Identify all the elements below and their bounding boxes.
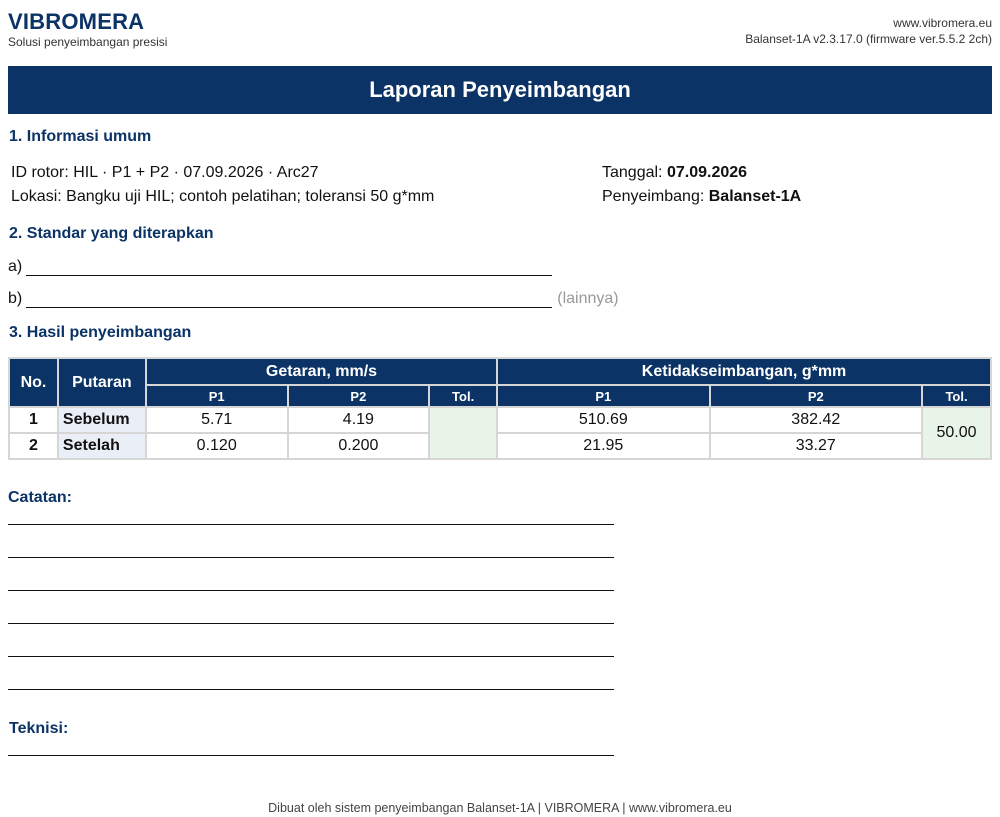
header-run: Putaran	[58, 358, 146, 407]
standard-a-line	[8, 258, 552, 276]
brand-block	[8, 9, 167, 50]
section-standards-heading: 2. Standar yang diterapkan	[9, 225, 214, 242]
technician-heading: Teknisi:	[9, 720, 69, 737]
header-unb-tol: Tol.	[922, 385, 991, 407]
rotor-id-value: HIL · P1 + P2 · 07.09.2026 · Arc27	[73, 164, 319, 181]
info-left	[11, 161, 434, 209]
vib-p2-value: 4.19	[288, 407, 430, 433]
balancer-line	[602, 185, 801, 209]
date-value: 07.09.2026	[666, 164, 748, 181]
notes-heading: Catatan:	[8, 489, 73, 506]
unb-p1-value: 510.69	[497, 407, 709, 433]
section-results-heading: 3. Hasil penyeimbangan	[9, 324, 192, 341]
note-line	[8, 656, 614, 657]
header-vib-p1: P1	[146, 385, 288, 407]
vib-p1-value: 0.120	[146, 433, 288, 459]
header-meta	[745, 15, 992, 47]
standard-b-label: b)	[8, 290, 23, 307]
note-line	[8, 590, 614, 591]
unb-p1-value: 21.95	[497, 433, 709, 459]
technician-signature-line	[8, 755, 614, 756]
header-no: No.	[9, 358, 58, 407]
header-unbalance: Ketidakseimbangan, g*mm	[497, 358, 991, 385]
rotor-id-line	[11, 161, 434, 185]
date-line	[602, 161, 801, 185]
header-vibration: Getaran, mm/s	[146, 358, 497, 385]
footer-text: Dibuat oleh sistem penyeimbangan Balanset-1A | VIBROMERA | www.vibromera.eu	[268, 801, 732, 815]
balancer-label: Penyeimbang:	[602, 188, 705, 205]
website-text: www.vibromera.eu	[893, 16, 992, 30]
date-label: Tanggal:	[602, 164, 663, 181]
row-run: Sebelum	[58, 407, 146, 433]
balancer-value: Balanset-1A	[708, 188, 802, 205]
header-vib-tol: Tol.	[429, 385, 497, 407]
unb-tol-value: 50.00	[922, 407, 991, 459]
note-line	[8, 524, 614, 525]
note-line	[8, 557, 614, 558]
unb-p2-value: 33.27	[710, 433, 922, 459]
brand-tagline: Solusi penyeimbangan presisi	[8, 35, 168, 49]
note-line	[8, 623, 614, 624]
table-row	[9, 433, 991, 459]
brand-name: VIBROMERA	[8, 9, 145, 34]
row-no: 1	[9, 407, 58, 433]
standard-a-label: a)	[8, 258, 23, 275]
header-unb-p1: P1	[497, 385, 709, 407]
standard-other-hint: (lainnya)	[557, 290, 619, 307]
rotor-id-label: ID rotor:	[11, 164, 69, 181]
location-line	[11, 185, 434, 209]
vib-p2-value: 0.200	[288, 433, 430, 459]
vib-tol-value	[429, 407, 497, 459]
standard-a-field	[26, 260, 552, 276]
location-value: Bangku uji HIL; contoh pelatihan; toleransi 50 g*mm	[66, 188, 435, 205]
table-row	[9, 407, 991, 433]
section-general-heading: 1. Informasi umum	[9, 128, 152, 145]
report-title: Laporan Penyeimbangan	[8, 66, 992, 114]
header-unb-p2: P2	[710, 385, 922, 407]
location-label: Lokasi:	[11, 188, 62, 205]
unb-p2-value: 382.42	[710, 407, 922, 433]
info-right	[602, 161, 801, 209]
vib-p1-value: 5.71	[146, 407, 288, 433]
row-no: 2	[9, 433, 58, 459]
standard-b-line	[8, 290, 619, 308]
note-line	[8, 689, 614, 690]
version-text: Balanset-1A v2.3.17.0 (firmware ver.5.5.2 2ch)	[745, 32, 992, 46]
row-run: Setelah	[58, 433, 146, 459]
standard-b-field	[26, 292, 552, 308]
results-table	[8, 357, 992, 460]
header-vib-p2: P2	[288, 385, 430, 407]
